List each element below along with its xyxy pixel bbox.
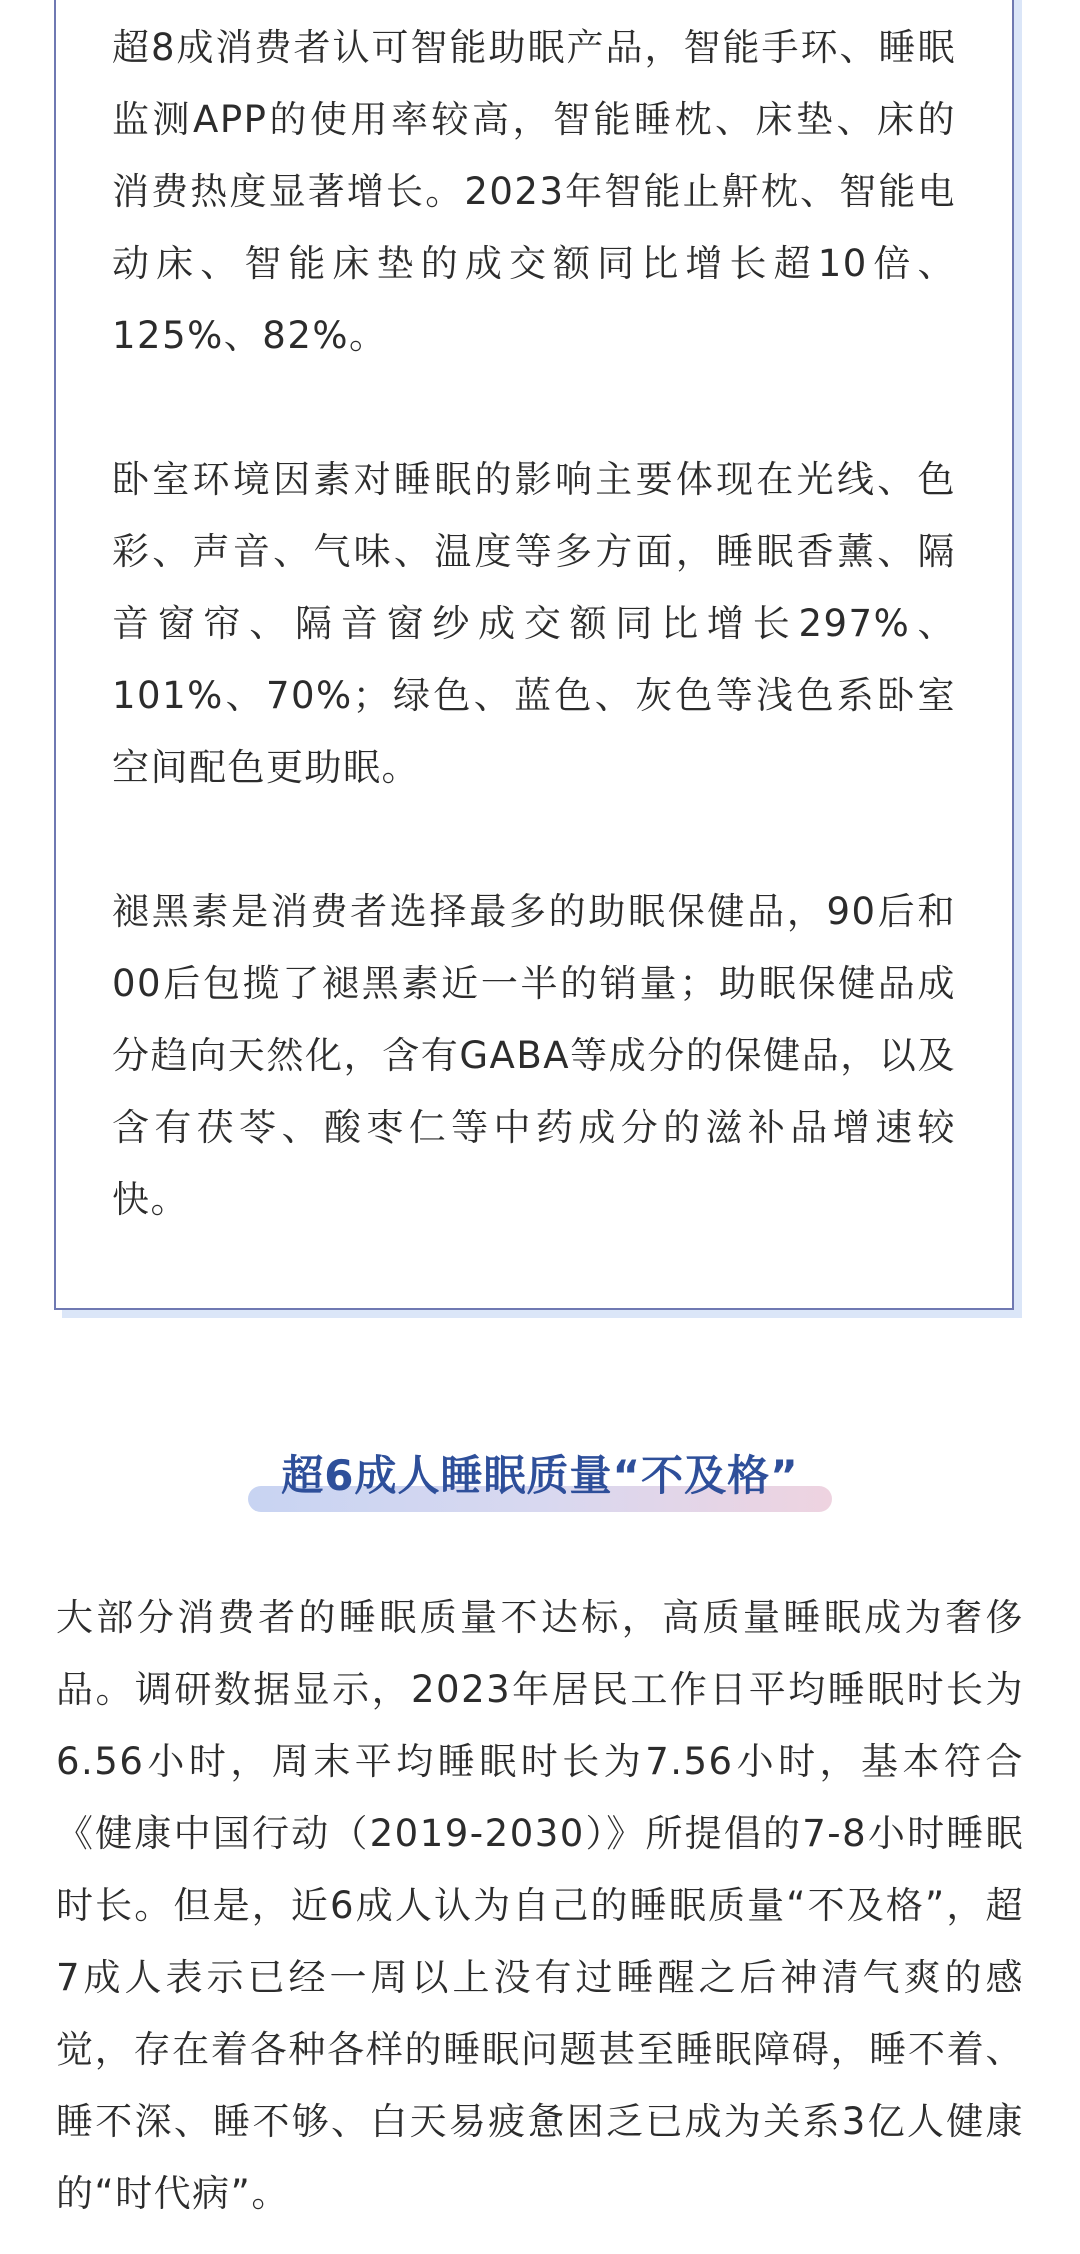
- card-text-block: [112, 12, 956, 1236]
- content-card: [54, 0, 1014, 1310]
- section-heading-text: 超6成人睡眠质量“不及格”: [281, 1451, 799, 1500]
- card-paragraph-bedroom-environment: 卧室环境因素对睡眠的影响主要体现在光线、色彩、声音、气味、温度等多方面，睡眠香薰、隔音窗帘、隔音窗纱成交额同比增长297%、101%、70%；绿色、蓝色、灰色等浅色系卧室空间配色更助眠。: [112, 458, 956, 789]
- section-heading: [0, 1436, 1080, 1516]
- section-body-paragraph: 大部分消费者的睡眠质量不达标，高质量睡眠成为奢侈品。调研数据显示，2023年居民工作日平均睡眠时长为6.56小时，周末平均睡眠时长为7.56小时，基本符合《健康中国行动（2019-2030）》所提倡的7-8小时睡眠时长。但是，近6成人认为自己的睡眠质量“不及格”，超7成人表示已经一周以上没有过睡醒之后神清气爽的感觉，存在着各种各样的睡眠问题甚至睡眠障碍，睡不着、睡不深、睡不够、白天易疲惫困乏已成为关系3亿人健康的“时代病”。: [56, 1596, 1024, 2215]
- card-paragraph-supplements: 褪黑素是消费者选择最多的助眠保健品，90后和00后包揽了褪黑素近一半的销量；助眠保健品成分趋向天然化，含有GABA等成分的保健品，以及含有茯苓、酸枣仁等中药成分的滋补品增速较快。: [112, 890, 956, 1221]
- card-paragraph-smart-products: 超8成消费者认可智能助眠产品，智能手环、睡眠监测APP的使用率较高，智能睡枕、床垫、床的消费热度显著增长。2023年智能止鼾枕、智能电动床、智能床垫的成交额同比增长超10倍、125%、82%。: [112, 26, 956, 357]
